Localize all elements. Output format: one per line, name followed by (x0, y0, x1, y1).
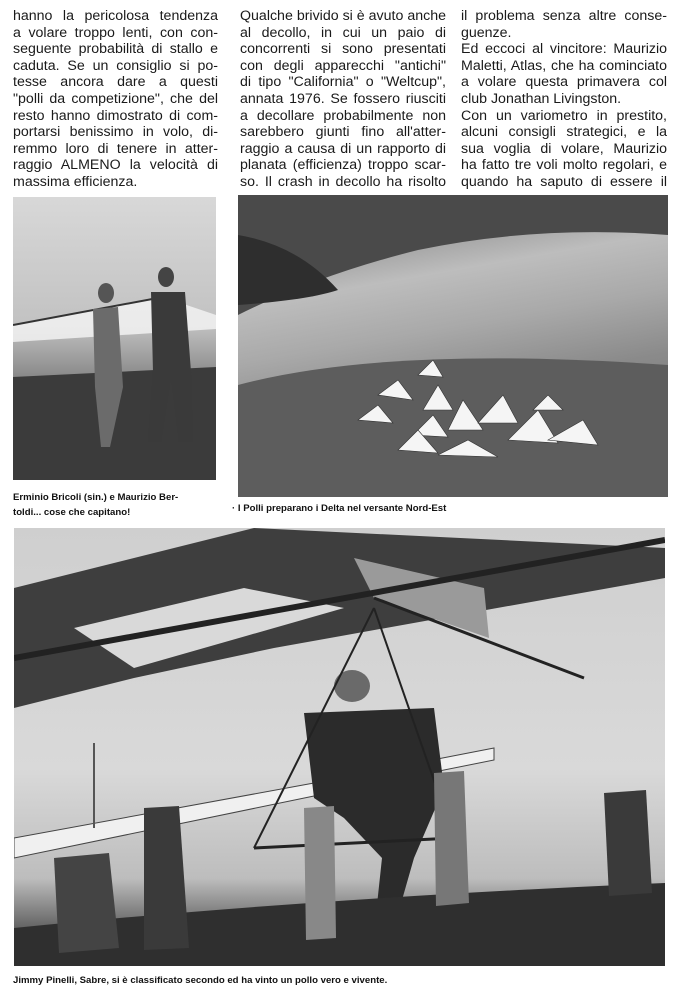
photo-two-pilots (13, 197, 216, 480)
article-column-3 (461, 8, 667, 191)
text-line: raggio ALMENO la velocità di (13, 157, 218, 174)
text-line: caduta. Se un consiglio si po- (13, 57, 218, 74)
text-line: quando ha saputo di essere il (461, 173, 667, 190)
photo-hang-gliders-hillside (238, 195, 668, 497)
text-line: a decollare probabilmente non (240, 107, 446, 124)
text-line: di tipo "California" o "Weltcup", (240, 74, 446, 91)
photo-2-caption: · I Polli preparano i Delta nel versante Nord-Est (232, 503, 447, 514)
text-line: annata 1976. Se fossero riusciti (240, 90, 446, 107)
text-line: "polli da competizione", che del (13, 90, 218, 107)
text-line: seguente probabilità di stallo e (13, 41, 218, 58)
text-line: hanno la pericolosa tendenza (13, 8, 218, 24)
text-line: Ed eccoci al vincitore: Maurizio (461, 41, 667, 58)
text-line: club Jonathan Livingston. (461, 90, 622, 107)
photo-pilot-takeoff (14, 528, 665, 966)
photo-1-caption (13, 490, 223, 520)
article-column-1 (13, 8, 218, 191)
text-line: concorrenti si sono presentati (240, 41, 446, 58)
text-line: il problema senza altre conse- (461, 8, 667, 24)
text-line: resto hanno dimostrato di com- (13, 107, 218, 124)
text-line: raggio a causa di un rapporto di (240, 140, 446, 157)
photo-1-caption-line-2: toldi... cose che capitano! (13, 507, 131, 518)
text-line: Con un variometro in prestito, (461, 107, 667, 124)
text-line: guenze. (461, 24, 512, 41)
text-line: al decollo, in cui un paio di (240, 24, 446, 41)
text-line: massima efficienza. (13, 173, 138, 190)
text-line: a volare troppo lenti, con con- (13, 24, 218, 41)
text-line: remmo loro di tenere in atter- (13, 140, 218, 157)
text-line: alcuni consigli strategici, e la (461, 124, 667, 141)
text-line: so. Il crash in decollo ha risolto (240, 173, 446, 190)
text-line: Qualche brivido si è avuto anche (240, 8, 446, 24)
photo-1-caption-line-1: Erminio Bricoli (sin.) e Maurizio Ber- (13, 492, 179, 503)
text-line: con degli apparecchi "antichi" (240, 57, 446, 74)
text-line: planata (efficienza) troppo scar- (240, 157, 446, 174)
text-line: ha fatto tre voli molto regolari, e (461, 157, 667, 174)
text-line: sarebbero giunti fino all'atter- (240, 124, 446, 141)
text-line: sua voglia di volare, Maurizio (461, 140, 667, 157)
article-column-2 (240, 8, 446, 191)
text-line: tesse ancora dare a questi (13, 74, 218, 91)
photo-3-caption: Jimmy Pinelli, Sabre, si è classificato secondo ed ha vinto un pollo vero e vivente. (13, 975, 388, 986)
text-line: a volare questa primavera col (461, 74, 667, 91)
text-line: portarsi benissimo in volo, di- (13, 124, 218, 141)
text-line: Maletti, Atlas, che ha cominciato (461, 57, 667, 74)
